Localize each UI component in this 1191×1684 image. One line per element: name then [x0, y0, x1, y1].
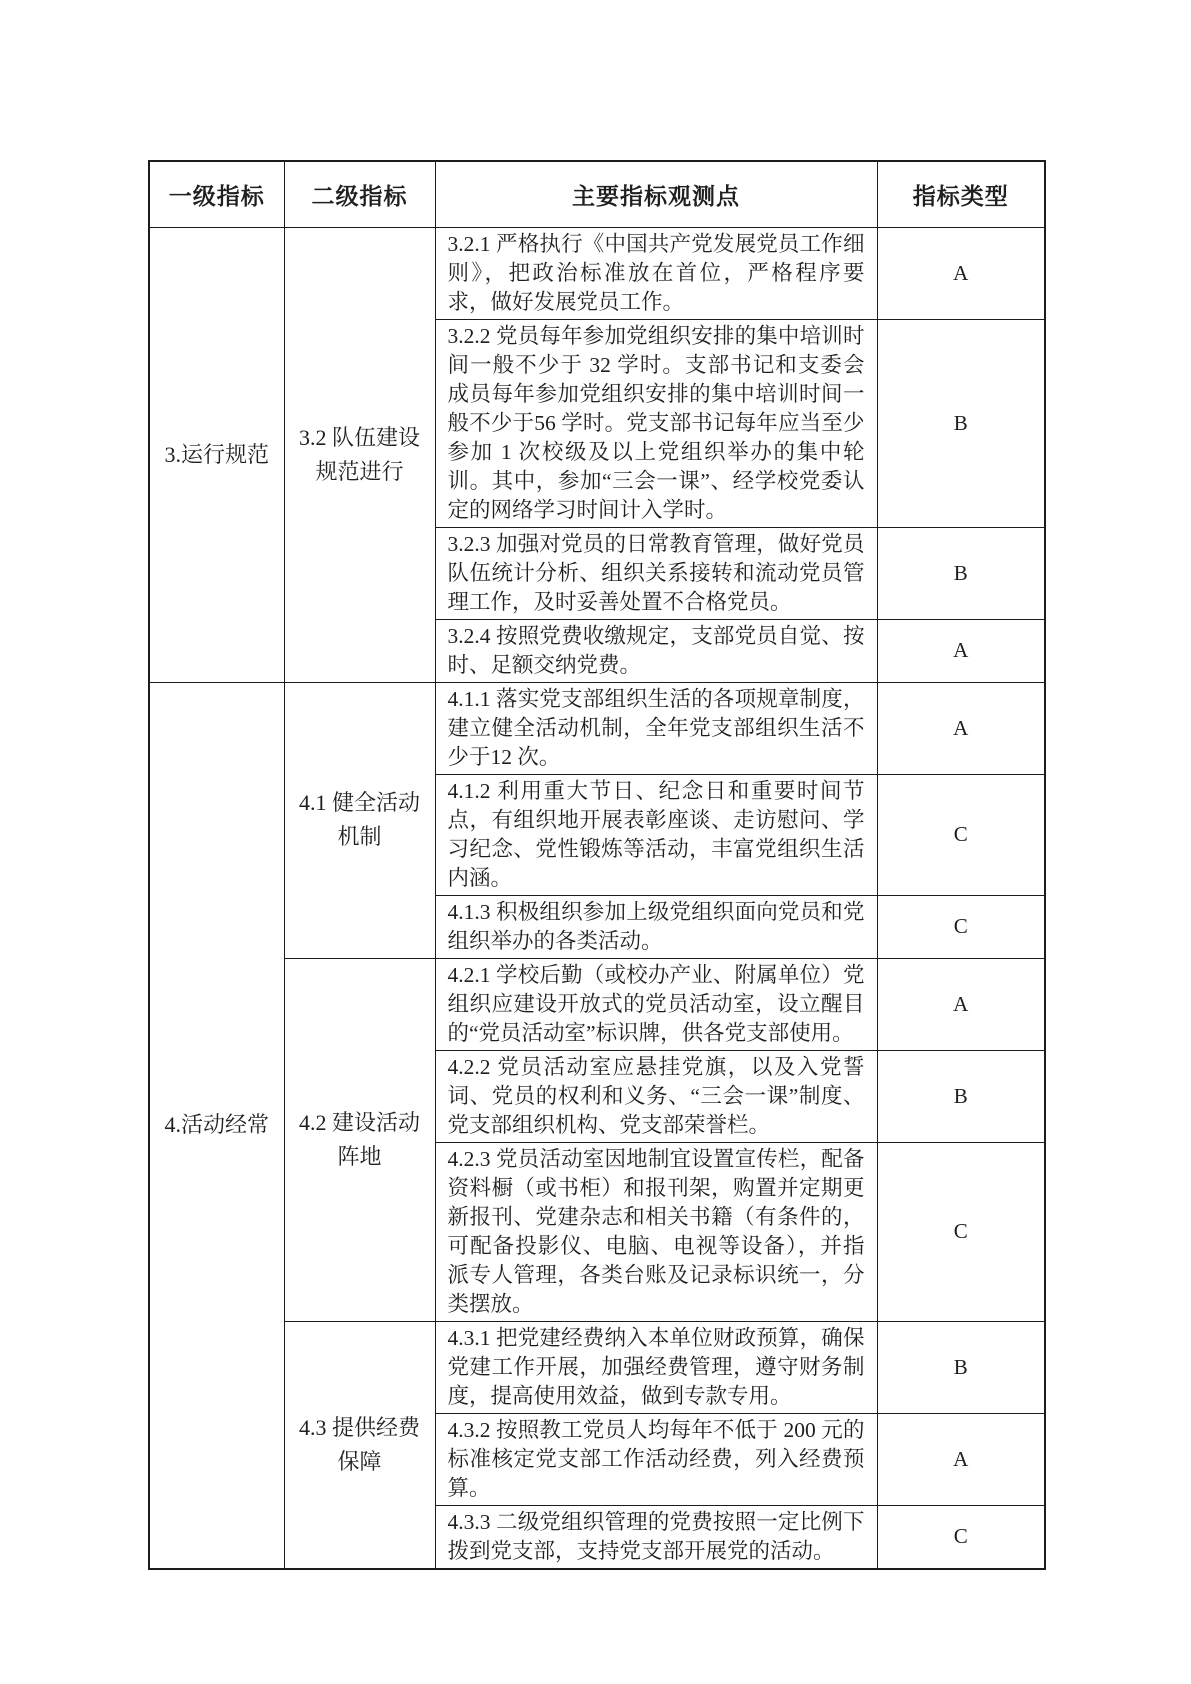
level2-cell-3-2: 3.2 队伍建设规范进行 — [284, 227, 435, 682]
indicator-table — [148, 160, 1046, 1570]
observation-cell-3-2-1: 3.2.1 严格执行《中国共产党发展党员工作细则》，把政治标准放在首位，严格程序要求，做好发展党员工作。 — [435, 227, 877, 319]
type-cell-4-1-2: C — [877, 774, 1045, 895]
type-cell-4-3-1: B — [877, 1321, 1045, 1413]
type-cell-3-2-4: A — [877, 619, 1045, 682]
header-observation: 主要指标观测点 — [435, 161, 877, 227]
level1-cell-section3: 3.运行规范 — [149, 227, 284, 682]
type-cell-4-2-1: A — [877, 958, 1045, 1050]
observation-cell-4-1-1: 4.1.1 落实党支部组织生活的各项规章制度，建立健全活动机制，全年党支部组织生活不少于12 次。 — [435, 682, 877, 774]
table-row — [149, 1321, 1045, 1413]
observation-cell-4-2-3: 4.2.3 党员活动室因地制宜设置宣传栏，配备资料橱（或书柜）和报刊架，购置并定期更新报刊、党建杂志和相关书籍（有条件的，可配备投影仪、电脑、电视等设备），并指派专人管理，各类台账及记录标识统一，分类摆放。 — [435, 1142, 877, 1321]
observation-cell-4-3-1: 4.3.1 把党建经费纳入本单位财政预算，确保党建工作开展，加强经费管理，遵守财务制度，提高使用效益，做到专款专用。 — [435, 1321, 877, 1413]
type-cell-4-2-2: B — [877, 1050, 1045, 1142]
header-level1: 一级指标 — [149, 161, 284, 227]
level2-cell-4-3: 4.3 提供经费保障 — [284, 1321, 435, 1569]
observation-cell-3-2-2: 3.2.2 党员每年参加党组织安排的集中培训时间一般不少于 32 学时。支部书记和支委会成员每年参加党组织安排的集中培训时间一般不少于56 学时。党支部书记每年应当至少参加 1 次校级及以上党组织举办的集中轮训。其中，参加“三会一课”、经学校党委认定的网络学习时间计入学时。 — [435, 319, 877, 527]
type-cell-3-2-2: B — [877, 319, 1045, 527]
type-cell-4-2-3: C — [877, 1142, 1045, 1321]
type-cell-4-1-1: A — [877, 682, 1045, 774]
observation-cell-3-2-3: 3.2.3 加强对党员的日常教育管理，做好党员队伍统计分析、组织关系接转和流动党员管理工作，及时妥善处置不合格党员。 — [435, 527, 877, 619]
level2-cell-4-1: 4.1 健全活动机制 — [284, 682, 435, 958]
observation-cell-4-2-1: 4.2.1 学校后勤（或校办产业、附属单位）党组织应建设开放式的党员活动室，设立醒目的“党员活动室”标识牌，供各党支部使用。 — [435, 958, 877, 1050]
type-cell-4-1-3: C — [877, 895, 1045, 958]
type-cell-3-2-1: A — [877, 227, 1045, 319]
observation-cell-4-3-3: 4.3.3 二级党组织管理的党费按照一定比例下拨到党支部，支持党支部开展党的活动。 — [435, 1505, 877, 1569]
observation-cell-4-2-2: 4.2.2 党员活动室应悬挂党旗，以及入党誓词、党员的权利和义务、“三会一课”制度、党支部组织机构、党支部荣誉栏。 — [435, 1050, 877, 1142]
type-cell-3-2-3: B — [877, 527, 1045, 619]
level1-cell-section4: 4.活动经常 — [149, 682, 284, 1569]
header-row — [149, 161, 1045, 227]
indicator-table-container — [148, 160, 1044, 1570]
observation-cell-4-3-2: 4.3.2 按照教工党员人均每年不低于 200 元的标准核定党支部工作活动经费，列入经费预算。 — [435, 1413, 877, 1505]
header-level2: 二级指标 — [284, 161, 435, 227]
table-row — [149, 227, 1045, 319]
header-type: 指标类型 — [877, 161, 1045, 227]
table-row — [149, 958, 1045, 1050]
level2-cell-4-2: 4.2 建设活动阵地 — [284, 958, 435, 1321]
type-cell-4-3-3: C — [877, 1505, 1045, 1569]
table-row — [149, 682, 1045, 774]
observation-cell-4-1-2: 4.1.2 利用重大节日、纪念日和重要时间节点，有组织地开展表彰座谈、走访慰问、学习纪念、党性锻炼等活动，丰富党组织生活内涵。 — [435, 774, 877, 895]
type-cell-4-3-2: A — [877, 1413, 1045, 1505]
observation-cell-4-1-3: 4.1.3 积极组织参加上级党组织面向党员和党组织举办的各类活动。 — [435, 895, 877, 958]
observation-cell-3-2-4: 3.2.4 按照党费收缴规定，支部党员自觉、按时、足额交纳党费。 — [435, 619, 877, 682]
